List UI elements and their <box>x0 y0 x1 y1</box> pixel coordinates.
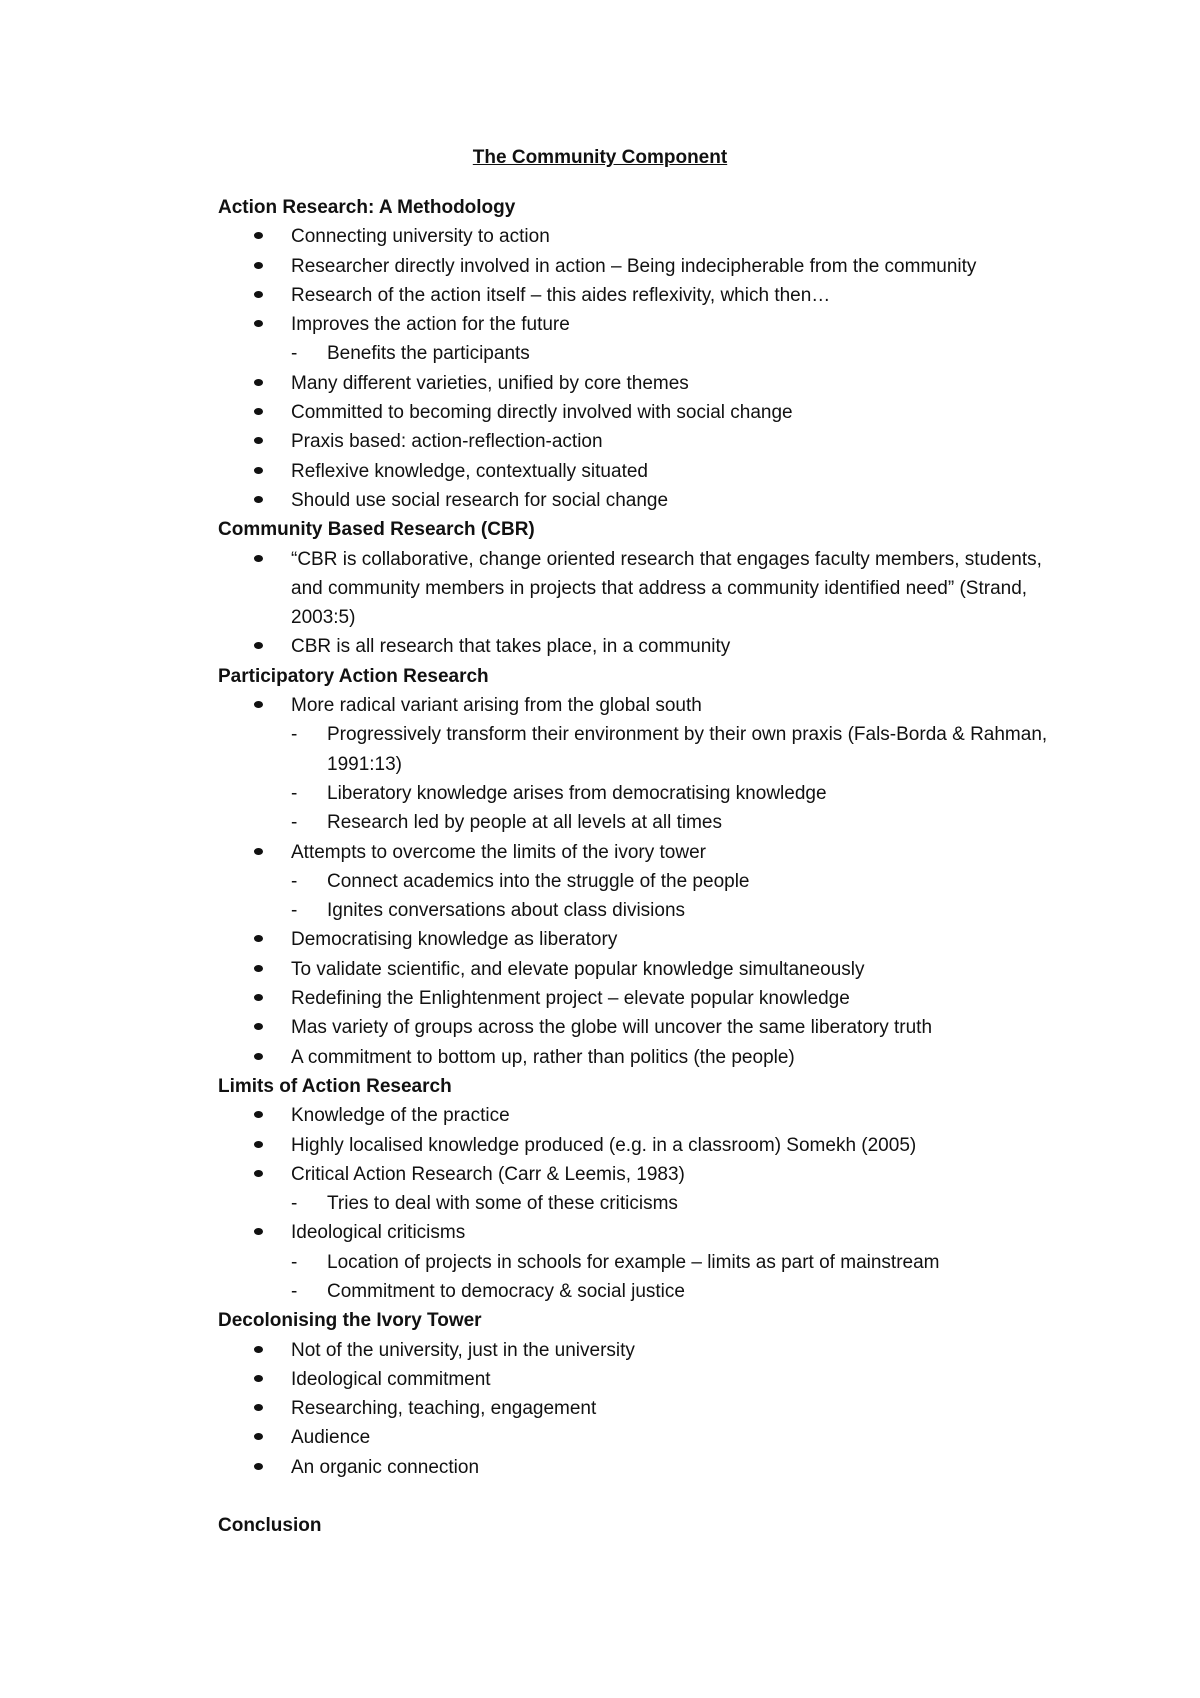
sub-bullet-text: Progressively transform their environment by their own praxis (Fals-Borda & Rahman, 1991:13) <box>327 724 1048 775</box>
bullet-text: A commitment to bottom up, rather than politics (the people) <box>291 1046 795 1068</box>
bullet-icon <box>254 408 263 415</box>
section-heading-action-research-a-methodology: Action Research: A Methodology <box>218 197 516 218</box>
bullet-icon <box>254 848 263 855</box>
bullet-item <box>218 252 1078 281</box>
bullet-item <box>218 427 1078 456</box>
bullet-text: CBR is all research that takes place, in a community <box>291 636 731 658</box>
bullet-text: Ideological criticisms <box>291 1222 466 1244</box>
dash-marker: - <box>291 870 298 892</box>
sub-bullet-text: Commitment to democracy & social justice <box>327 1280 685 1302</box>
bullet-text: Reflexive knowledge, contextually situated <box>291 460 648 482</box>
sub-bullet-text: Liberatory knowledge arises from democratising knowledge <box>327 782 827 804</box>
bullet-list <box>218 1101 1078 1306</box>
bullet-item <box>218 691 1078 837</box>
bullet-item <box>218 1365 1078 1394</box>
dash-marker: - <box>291 724 298 746</box>
section-heading-limits-of-action-research: Limits of Action Research <box>218 1075 452 1097</box>
bullet-text: Ideological commitment <box>291 1368 491 1390</box>
bullet-icon <box>254 232 263 239</box>
bullet-item <box>218 632 1078 661</box>
bullet-icon <box>254 1375 263 1382</box>
dash-marker: - <box>291 900 298 922</box>
sub-bullet-text: Ignites conversations about class divisions <box>327 900 686 922</box>
bullet-icon <box>254 291 263 298</box>
bullet-icon <box>254 467 263 474</box>
dash-marker: - <box>291 343 298 365</box>
bullet-text: Connecting university to action <box>291 226 550 248</box>
sub-bullet-list <box>291 1189 1078 1218</box>
sub-bullet-text: Research led by people at all levels at all times <box>327 812 722 834</box>
bullet-text: Critical Action Research (Carr & Leemis, 1983) <box>291 1163 685 1185</box>
bullet-item <box>218 925 1078 954</box>
bullet-text: Researcher directly involved in action – Being indecipherable from the community <box>291 255 977 277</box>
section-heading-participatory-action-research: Participatory Action Research <box>218 665 489 687</box>
bullet-text: Committed to becoming directly involved with social change <box>291 402 793 424</box>
bullet-icon <box>254 320 263 327</box>
sub-bullet-item <box>291 896 1078 925</box>
sub-bullet-text: Benefits the participants <box>327 343 530 365</box>
blank-line <box>218 1482 1078 1511</box>
bullet-text: “CBR is collaborative, change oriented research that engages faculty members, students, and community members in projects that address a community identified need” (Strand, 2003:5) <box>291 548 1042 629</box>
sub-bullet-item <box>291 1248 1078 1277</box>
bullet-item <box>218 1218 1078 1306</box>
sub-bullet-item <box>291 779 1078 808</box>
bullet-icon <box>254 262 263 269</box>
bullet-item <box>218 1043 1078 1072</box>
bullet-item <box>218 838 1078 926</box>
bullet-item <box>218 369 1078 398</box>
sub-bullet-item <box>291 720 1078 779</box>
sub-bullet-list <box>291 867 1078 926</box>
bullet-icon <box>254 1141 263 1148</box>
bullet-icon <box>254 555 263 562</box>
bullet-icon <box>254 1463 263 1470</box>
sub-bullet-item <box>291 339 1078 368</box>
bullet-item <box>218 984 1078 1013</box>
bullet-text: Should use social research for social change <box>291 489 669 511</box>
bullet-list <box>218 545 1078 662</box>
bullet-item <box>218 398 1078 427</box>
bullet-icon <box>254 1023 263 1030</box>
sub-bullet-list <box>291 1248 1078 1307</box>
bullet-item <box>218 310 1078 369</box>
bullet-icon <box>254 642 263 649</box>
bullet-item <box>218 1394 1078 1423</box>
bullet-icon <box>254 965 263 972</box>
dash-marker: - <box>291 1251 298 1273</box>
bullet-icon <box>254 379 263 386</box>
bullet-text: Research of the action itself – this aides reflexivity, which then… <box>291 284 831 306</box>
bullet-icon <box>254 1053 263 1060</box>
bullet-text: An organic connection <box>291 1456 480 1478</box>
bullet-text: Praxis based: action-reflection-action <box>291 431 603 453</box>
bullet-text: Many different varieties, unified by core themes <box>291 372 689 394</box>
dash-marker: - <box>291 812 298 834</box>
bullet-text: Knowledge of the practice <box>291 1105 510 1127</box>
dash-marker: - <box>291 1280 298 1302</box>
sub-bullet-list <box>291 339 1078 368</box>
bullet-text: Democratising knowledge as liberatory <box>291 929 618 951</box>
bullet-icon <box>254 437 263 444</box>
bullet-text: Researching, teaching, engagement <box>291 1398 597 1420</box>
sub-bullet-item <box>291 1277 1078 1306</box>
bullet-list <box>218 1336 1078 1482</box>
bullet-icon <box>254 1433 263 1440</box>
bullet-text: Not of the university, just in the university <box>291 1339 635 1361</box>
bullet-icon <box>254 1170 263 1177</box>
sub-bullet-text: Location of projects in schools for example – limits as part of mainstream <box>327 1251 940 1273</box>
section-heading-conclusion: Conclusion <box>218 1515 322 1537</box>
document-title: The Community Component <box>472 147 728 168</box>
document-body <box>218 193 1078 1541</box>
bullet-icon <box>254 994 263 1001</box>
bullet-list <box>218 691 1078 1072</box>
bullet-item <box>218 486 1078 515</box>
bullet-text: Redefining the Enlightenment project – elevate popular knowledge <box>291 988 850 1010</box>
bullet-text: More radical variant arising from the global south <box>291 695 702 717</box>
bullet-item <box>218 222 1078 251</box>
bullet-item <box>218 281 1078 310</box>
bullet-item <box>218 1336 1078 1365</box>
bullet-item <box>218 1160 1078 1219</box>
sub-bullet-item <box>291 1189 1078 1218</box>
bullet-icon <box>254 496 263 503</box>
bullet-list <box>218 222 1078 515</box>
bullet-text: Improves the action for the future <box>291 314 570 336</box>
dash-marker: - <box>291 782 298 804</box>
bullet-text: Audience <box>291 1427 371 1449</box>
bullet-item <box>218 1013 1078 1042</box>
sub-bullet-item <box>291 867 1078 896</box>
bullet-text: Attempts to overcome the limits of the ivory tower <box>291 841 706 863</box>
section-heading-community-based-research-cbr: Community Based Research (CBR) <box>218 519 535 541</box>
sub-bullet-text: Tries to deal with some of these criticisms <box>327 1193 678 1215</box>
bullet-item <box>218 457 1078 486</box>
bullet-item <box>218 1131 1078 1160</box>
bullet-text: To validate scientific, and elevate popular knowledge simultaneously <box>291 958 865 980</box>
bullet-icon <box>254 1228 263 1235</box>
dash-marker: - <box>291 1193 298 1215</box>
bullet-text: Highly localised knowledge produced (e.g. in a classroom) Somekh (2005) <box>291 1134 917 1156</box>
bullet-icon <box>254 1404 263 1411</box>
bullet-item <box>218 545 1078 633</box>
bullet-text: Mas variety of groups across the globe will uncover the same liberatory truth <box>291 1017 933 1039</box>
bullet-item <box>218 955 1078 984</box>
section-heading-decolonising-the-ivory-tower: Decolonising the Ivory Tower <box>218 1310 482 1332</box>
bullet-icon <box>254 1346 263 1353</box>
sub-bullet-list <box>291 720 1078 837</box>
bullet-icon <box>254 935 263 942</box>
bullet-item <box>218 1423 1078 1452</box>
bullet-item <box>218 1453 1078 1482</box>
bullet-icon <box>254 1111 263 1118</box>
bullet-icon <box>254 701 263 708</box>
sub-bullet-item <box>291 808 1078 837</box>
bullet-item <box>218 1101 1078 1130</box>
sub-bullet-text: Connect academics into the struggle of the people <box>327 870 750 892</box>
